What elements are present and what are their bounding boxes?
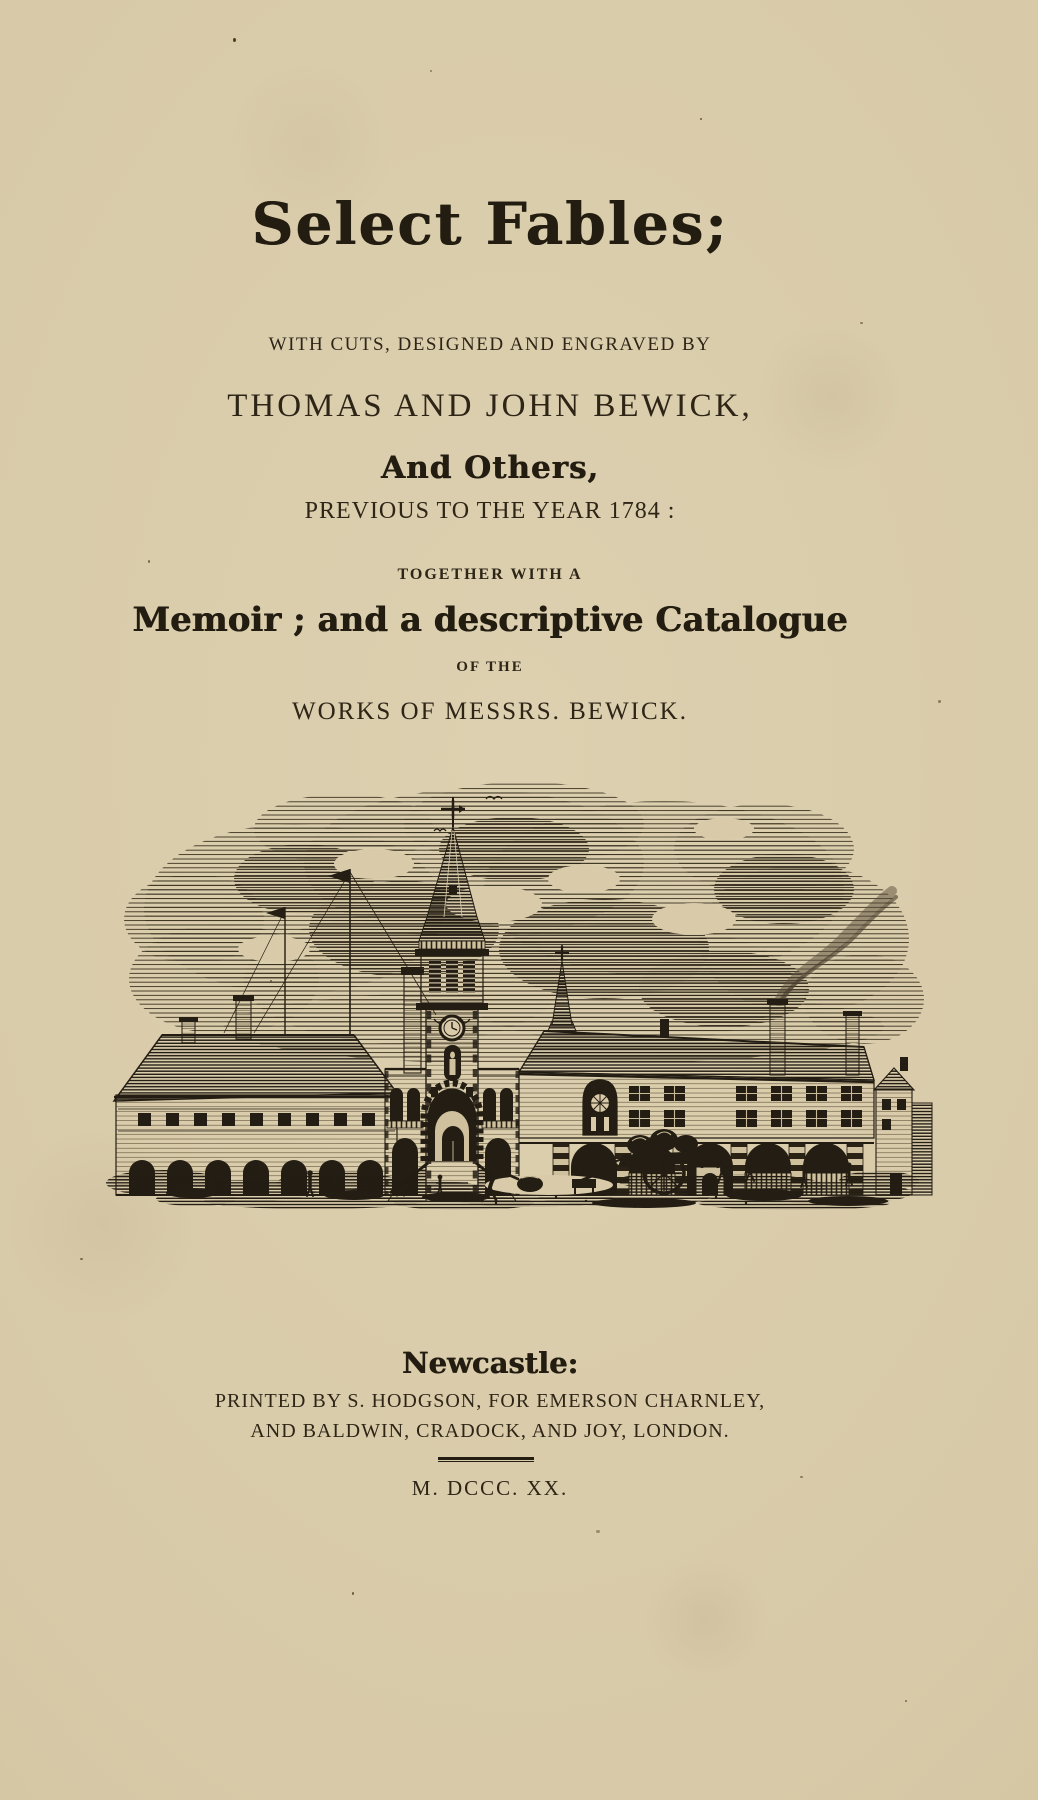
imprint-publisher-line: AND BALDWIN, CRADOCK, AND JOY, LONDON. [250,1420,730,1442]
and-others-line: And Others, [380,450,600,486]
paper-speck [430,70,432,72]
paper-speck [905,1700,907,1702]
belfry-louvers [429,961,475,993]
imprint-city: Newcastle: [401,1346,579,1380]
together-with-line: TOGETHER WITH A [397,566,583,583]
memoir-catalogue-line: Memoir ; and a descriptive Catalogue [132,600,848,640]
paper-speck [233,38,236,42]
previous-year-line: PREVIOUS TO THE YEAR 1784 : [304,498,676,524]
gothic-window [583,1080,617,1135]
paper-speck [596,1530,600,1533]
works-of-bewick-line: WORKS OF MESSRS. BEWICK. [292,698,688,725]
paper-speck [148,560,150,563]
woodcut-engraving-newcastle-exchange [104,768,934,1210]
paper-speck [80,1258,83,1260]
authors-line: THOMAS AND JOHN BEWICK, [227,388,753,424]
paper-speck [700,118,702,120]
imprint-rule [438,1457,534,1462]
book-title: Select Fables; [251,190,729,258]
imprint-date-roman-numerals: M. DCCC. XX. [411,1476,569,1500]
paper-speck [270,980,272,982]
of-the-line: OF THE [456,659,524,675]
paper-speck [860,322,863,324]
imprint-printer-line: PRINTED BY S. HODGSON, FOR EMERSON CHARNLEY, [214,1390,766,1412]
subtitle-with-cuts: WITH CUTS, DESIGNED AND ENGRAVED BY [268,334,712,355]
paper-speck [938,700,941,703]
paper-speck [800,1476,803,1478]
paper-speck [352,1592,354,1595]
